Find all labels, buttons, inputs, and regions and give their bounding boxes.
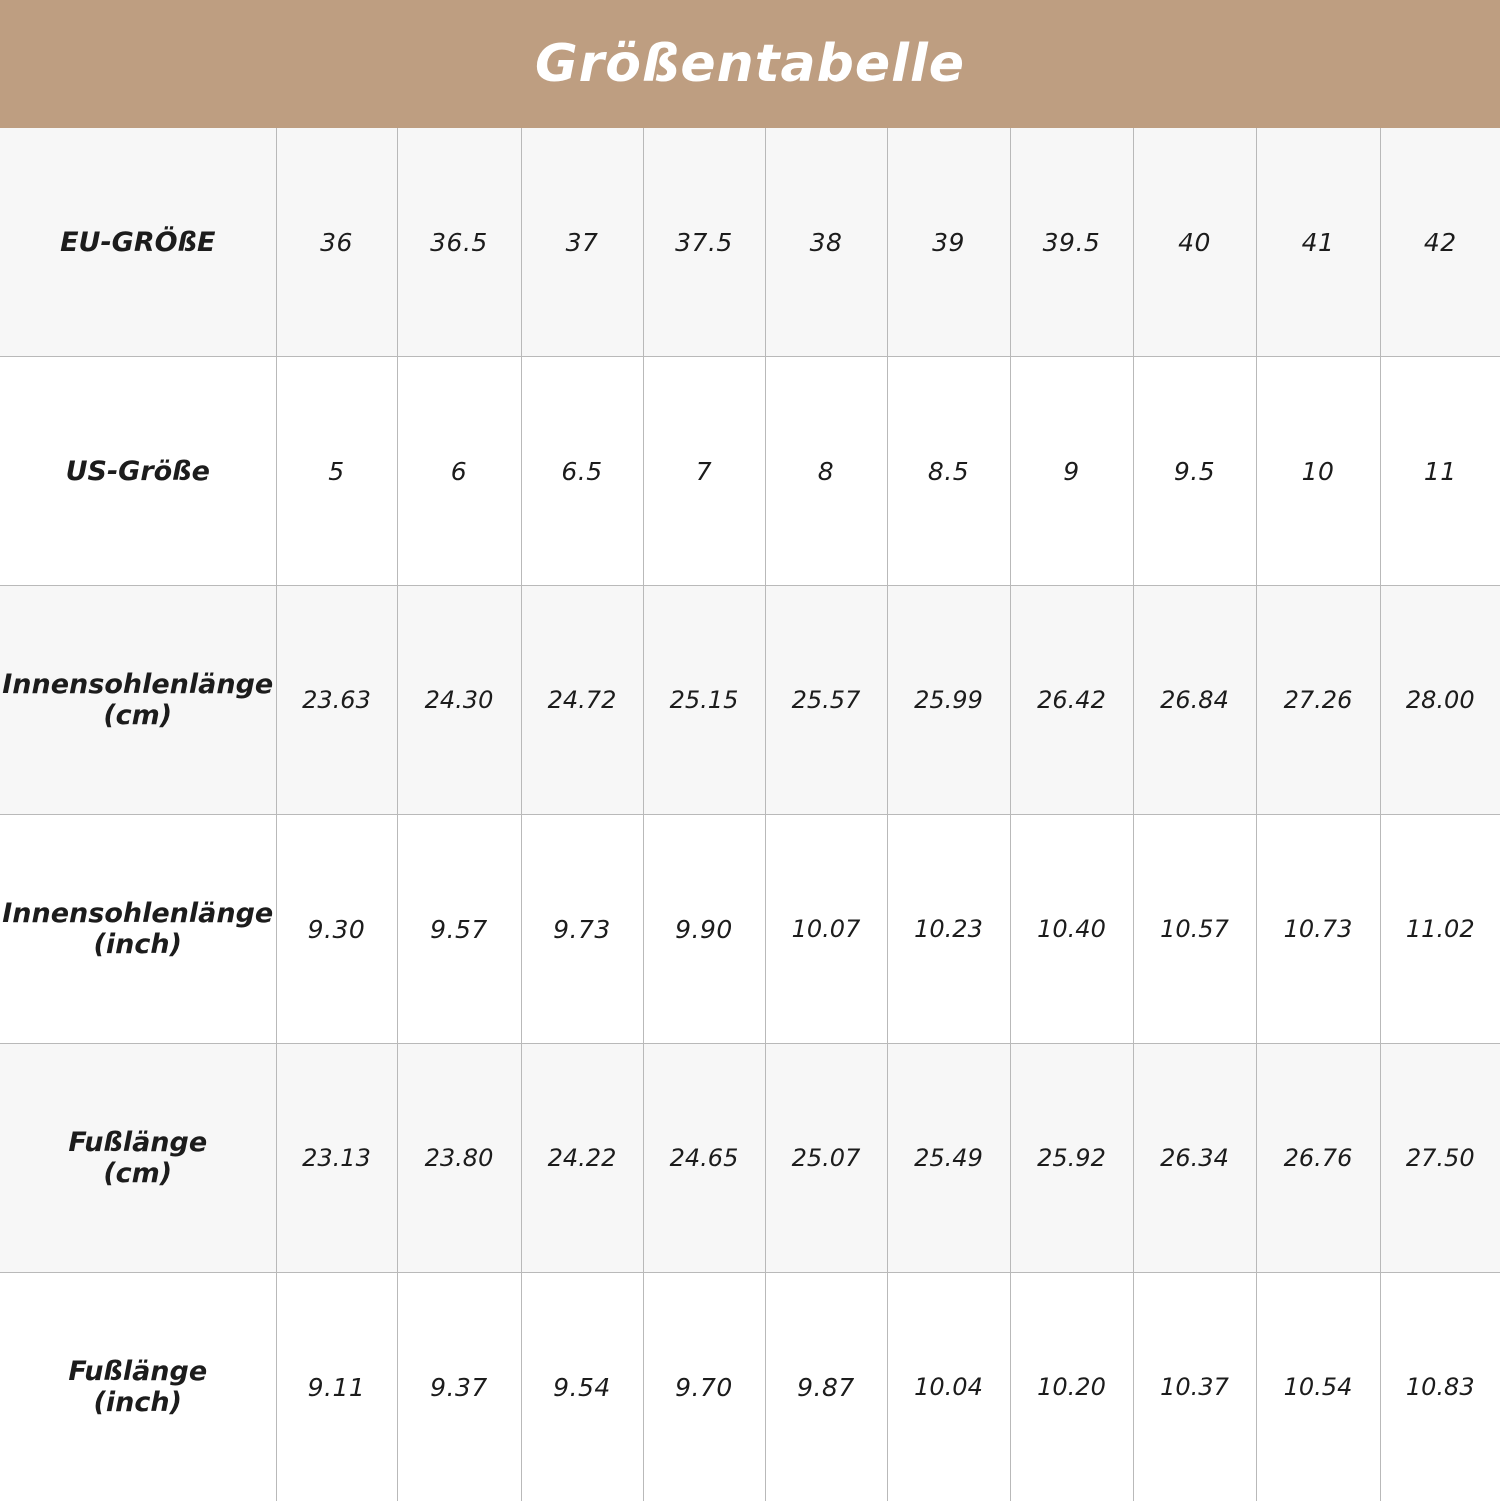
table-cell: 10.23 — [887, 815, 1010, 1044]
table-cell: 9.90 — [643, 815, 765, 1044]
table-cell: 26.42 — [1010, 586, 1133, 815]
table-cell: 9 — [1010, 357, 1133, 586]
table-cell: 9.57 — [397, 815, 521, 1044]
table-cell: 11.02 — [1380, 815, 1500, 1044]
table-cell: 25.99 — [887, 586, 1010, 815]
table-row — [0, 1044, 1500, 1273]
table-cell: 38 — [765, 128, 887, 357]
row-label — [0, 128, 276, 357]
table-cell: 9.11 — [276, 1273, 397, 1501]
table-cell: 42 — [1380, 128, 1500, 357]
row-label-line: Innensohlenlänge — [0, 898, 276, 929]
row-label — [0, 357, 276, 586]
table-row — [0, 1273, 1500, 1501]
row-label-line: (inch) — [0, 929, 276, 960]
table-cell: 10.40 — [1010, 815, 1133, 1044]
table-cell: 9.87 — [765, 1273, 887, 1501]
table-cell: 8.5 — [887, 357, 1010, 586]
table-cell: 24.65 — [643, 1044, 765, 1273]
table-cell: 24.72 — [521, 586, 643, 815]
table-cell: 23.63 — [276, 586, 397, 815]
table-cell: 25.15 — [643, 586, 765, 815]
row-label-line: EU-GRÖßE — [0, 227, 276, 258]
table-row — [0, 357, 1500, 586]
table-cell: 10.37 — [1133, 1273, 1256, 1501]
row-label-line: (cm) — [0, 700, 276, 731]
row-label-line: US-Größe — [0, 456, 276, 487]
table-cell: 28.00 — [1380, 586, 1500, 815]
table-cell: 26.76 — [1256, 1044, 1380, 1273]
size-table — [0, 128, 1500, 1501]
row-label-line: Fußlänge — [0, 1127, 276, 1158]
table-cell: 27.26 — [1256, 586, 1380, 815]
table-row — [0, 128, 1500, 357]
table-cell: 39 — [887, 128, 1010, 357]
size-table-body — [0, 128, 1500, 1501]
table-cell: 11 — [1380, 357, 1500, 586]
table-cell: 9.70 — [643, 1273, 765, 1501]
table-cell: 23.80 — [397, 1044, 521, 1273]
table-cell: 36.5 — [397, 128, 521, 357]
row-label — [0, 586, 276, 815]
table-cell: 25.92 — [1010, 1044, 1133, 1273]
table-row — [0, 586, 1500, 815]
table-cell: 26.34 — [1133, 1044, 1256, 1273]
table-cell: 36 — [276, 128, 397, 357]
table-cell: 6 — [397, 357, 521, 586]
table-cell: 10.73 — [1256, 815, 1380, 1044]
table-cell: 25.07 — [765, 1044, 887, 1273]
table-cell: 25.49 — [887, 1044, 1010, 1273]
table-cell: 39.5 — [1010, 128, 1133, 357]
table-cell: 23.13 — [276, 1044, 397, 1273]
row-label-line: Innensohlenlänge — [0, 669, 276, 700]
table-cell: 9.5 — [1133, 357, 1256, 586]
table-cell: 10.57 — [1133, 815, 1256, 1044]
table-cell: 24.30 — [397, 586, 521, 815]
table-row — [0, 815, 1500, 1044]
table-cell: 9.73 — [521, 815, 643, 1044]
table-cell: 9.54 — [521, 1273, 643, 1501]
table-cell: 26.84 — [1133, 586, 1256, 815]
row-label-line: Fußlänge — [0, 1356, 276, 1387]
table-cell: 9.37 — [397, 1273, 521, 1501]
table-cell: 10.07 — [765, 815, 887, 1044]
table-cell: 41 — [1256, 128, 1380, 357]
row-label-line: (inch) — [0, 1387, 276, 1418]
title-banner — [0, 0, 1500, 128]
table-cell: 9.30 — [276, 815, 397, 1044]
table-cell: 37 — [521, 128, 643, 357]
table-cell: 8 — [765, 357, 887, 586]
table-cell: 10.54 — [1256, 1273, 1380, 1501]
row-label — [0, 1044, 276, 1273]
table-cell: 10 — [1256, 357, 1380, 586]
table-cell: 27.50 — [1380, 1044, 1500, 1273]
table-cell: 5 — [276, 357, 397, 586]
row-label — [0, 815, 276, 1044]
table-cell: 24.22 — [521, 1044, 643, 1273]
row-label — [0, 1273, 276, 1501]
row-label-line: (cm) — [0, 1158, 276, 1189]
table-cell: 25.57 — [765, 586, 887, 815]
table-cell: 7 — [643, 357, 765, 586]
table-cell: 37.5 — [643, 128, 765, 357]
table-cell: 10.83 — [1380, 1273, 1500, 1501]
table-cell: 10.04 — [887, 1273, 1010, 1501]
page-title: Größentabelle — [535, 34, 965, 94]
table-cell: 40 — [1133, 128, 1256, 357]
table-cell: 6.5 — [521, 357, 643, 586]
table-cell: 10.20 — [1010, 1273, 1133, 1501]
